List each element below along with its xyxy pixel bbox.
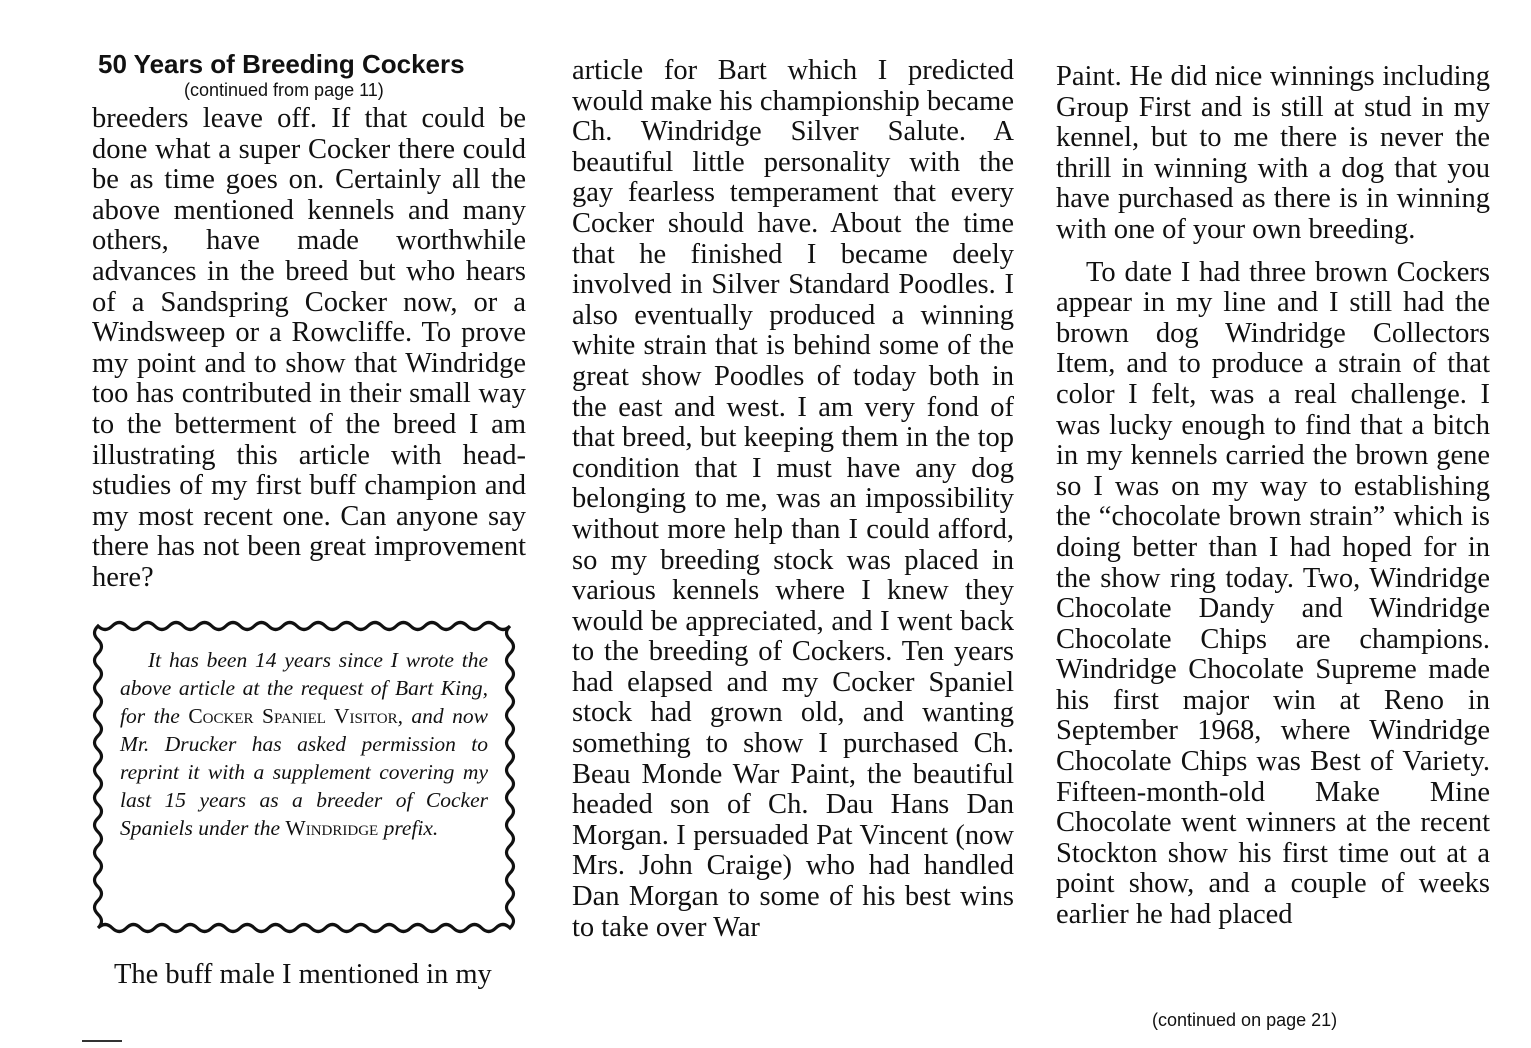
column-1 xyxy=(92,48,526,990)
article-title: 50 Years of Breeding Cockers xyxy=(98,49,465,79)
magazine-name: Cocker Spaniel Visitor xyxy=(188,703,398,728)
column-3-paragraph-2: To date I had three brown Cockers appear in my line and I still had the brown dog Windridge Collectors Item, and to produce a strain of that color I felt, was a real challenge. I was lucky enough to find that a bitch in my kennels carried the brown gene so I was on my way to establishing the “chocolate brown strain” which is doing better than I had hoped for in the show ring today. Two, Windridge Chocolate Dandy and Windridge Chocolate Chips are champions. Windridge Chocolate Supreme made his first major win at Reno in September 1968, where Windridge Chocolate Chips was Best of Variety. Fifteen-month-old Make Mine Chocolate went winners at the recent Stockton show his first time out at a point show, and a couple of weeks earlier he had placed xyxy=(1056,256,1490,931)
column-2 xyxy=(572,56,1014,943)
editor-note-box xyxy=(92,620,516,934)
editor-note-text-part3: prefix. xyxy=(378,815,439,840)
kennel-prefix-name: Windridge xyxy=(285,815,379,840)
column-3-paragraph-1: Paint. He did nice winnings including Group First and is still at stud in my kennel, but to me there is never the thrill in winning with a dog that you have purchased as there is in winning with one of your own breeding. xyxy=(1056,61,1490,245)
editor-note-text xyxy=(120,646,488,842)
column-3 xyxy=(1056,62,1490,931)
column-1-paragraph: breeders leave off. If that could be done what a super Cocker there could be as time goes on. Certainly all the above mentioned kennels and many others, have made worthwhile advances in the breed but who hears of a Sandspring Cocker now, or a Windsweep or a Rowcliffe. To prove my point and to show that Windridge too has contributed in their small way to the betterment of the breed I am illustrating this article with headstudies of my first buff champion and my most recent one. Can anyone say there has not been great improvement here? xyxy=(92,103,526,593)
column-2-paragraph: article for Bart which I predicted would make his championship became Ch. Windridge Silver Salute. A beautiful little personality with the gay fearless temperament that every Cocker should have. About the time that he finished I became deely involved in Silver Standard Poodles. I also eventually produced a winning white strain that is behind some of the great show Poodles of today both in the east and west. I am very fond of that breed, but keeping them in the top condition that I must have any dog belonging to me, was an impossibility without more help than I could afford, so my breeding stock was placed in various kennels where I knew they would be appreciated, and I went back to the breeding of Cockers. Ten years had elapsed and my Cocker Spaniel stock had grown old, and wanting something to show I purchased Ch. Beau Monde War Paint, the beautiful headed son of Ch. Dau Hans Dan Morgan. I persuaded Pat Vincent (now Mrs. John Craige) who had handled Dan Morgan to some of his best wins to take over War xyxy=(572,55,1014,943)
column-1-paragraph-2: The buff male I mentioned in my xyxy=(114,958,492,990)
continued-from-note: (continued from page 11) xyxy=(184,80,384,100)
editor-note-text-part1: It has been 14 years since I wrote the above article at the request of Bart King, for the xyxy=(120,647,488,728)
editor-note-text-part2: , and now Mr. Drucker has asked permission to reprint it with a supplement covering my last 15 years as a breeder of Cocker Spaniels under the xyxy=(120,703,489,840)
page-edge-mark xyxy=(82,1040,122,1042)
continued-on-note: (continued on page 21) xyxy=(1152,1010,1338,1030)
